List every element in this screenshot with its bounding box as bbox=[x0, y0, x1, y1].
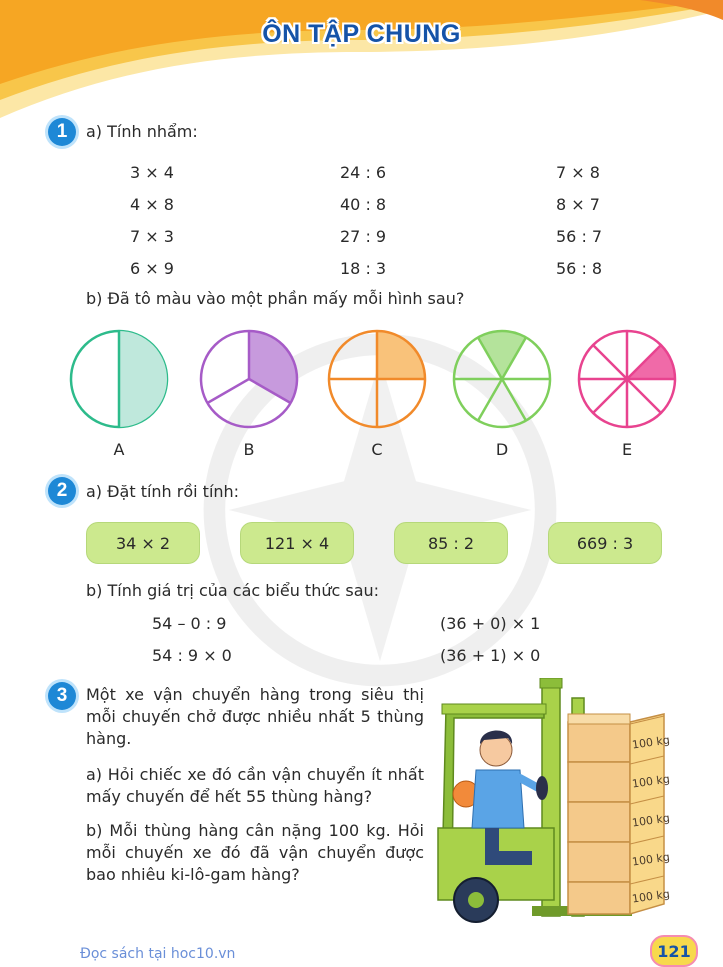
shape-label-e: E bbox=[621, 440, 633, 459]
column-calc-pill: 85 : 2 bbox=[394, 522, 508, 564]
problem-3b: b) Mỗi thùng hàng cân nặng 100 kg. Hỏi mỗi chuyến xe đó đã vận chuyển được bao nhiêu ki-lô-gam hàng? bbox=[86, 821, 424, 884]
header-banner bbox=[0, 0, 723, 120]
mental-math-column-3 bbox=[556, 162, 602, 290]
math-item: 24 : 6 bbox=[340, 163, 387, 182]
box-weight-label: 100 kg bbox=[631, 811, 671, 830]
expression: (36 + 1) × 0 bbox=[440, 646, 541, 665]
problem-2b-label: b) Tính giá trị của các biểu thức sau: bbox=[86, 581, 380, 600]
math-item: 56 : 8 bbox=[556, 259, 603, 278]
problem-2-badge: 2 bbox=[48, 477, 76, 505]
circle-b-third bbox=[198, 328, 300, 430]
box-weight-label: 100 kg bbox=[631, 733, 671, 752]
math-item: 8 × 7 bbox=[556, 195, 600, 214]
expression: 54 – 0 : 9 bbox=[152, 614, 227, 633]
math-item: 3 × 4 bbox=[130, 163, 174, 182]
problem-3-intro: Một xe vận chuyển hàng trong siêu thị mỗi chuyến chở được nhiều nhất 5 thùng hàng. bbox=[86, 685, 424, 748]
mental-math-column-1 bbox=[130, 162, 174, 290]
expression: (36 + 0) × 1 bbox=[440, 614, 541, 633]
column-calc-pill: 121 × 4 bbox=[240, 522, 354, 564]
shape-label-b: B bbox=[243, 440, 255, 459]
math-item: 18 : 3 bbox=[340, 259, 387, 278]
problem-3-text bbox=[86, 684, 424, 886]
math-item: 40 : 8 bbox=[340, 195, 387, 214]
circle-c-quarter bbox=[326, 328, 428, 430]
footer-note: Đọc sách tại hoc10.vn bbox=[80, 946, 236, 962]
column-calc-pill: 34 × 2 bbox=[86, 522, 200, 564]
problem-2a-label: a) Đặt tính rồi tính: bbox=[86, 482, 240, 501]
shape-label-c: C bbox=[371, 440, 383, 459]
column-calc-pill: 669 : 3 bbox=[548, 522, 662, 564]
expression: 54 : 9 × 0 bbox=[152, 646, 232, 665]
box-weight-label: 100 kg bbox=[631, 850, 671, 869]
math-item: 56 : 7 bbox=[556, 227, 603, 246]
page-title: ÔN TẬP CHUNG bbox=[262, 20, 461, 48]
problem-3-badge: 3 bbox=[48, 682, 76, 710]
math-item: 4 × 8 bbox=[130, 195, 174, 214]
circle-a-half bbox=[68, 328, 170, 430]
problem-1-badge: 1 bbox=[48, 118, 76, 146]
box-weight-label: 100 kg bbox=[631, 887, 671, 906]
problem-1a-label: a) Tính nhẩm: bbox=[86, 122, 198, 141]
shape-label-a: A bbox=[113, 440, 125, 459]
math-item: 6 × 9 bbox=[130, 259, 174, 278]
box-weight-label: 100 kg bbox=[631, 772, 671, 791]
page-number: 121 bbox=[650, 935, 698, 967]
circle-d-sixth bbox=[451, 328, 553, 430]
mental-math-column-2 bbox=[340, 162, 386, 290]
problem-3a: a) Hỏi chiếc xe đó cần vận chuyển ít nhất mấy chuyến để hết 55 thùng hàng? bbox=[86, 765, 424, 806]
problem-1b-label: b) Đã tô màu vào một phần mấy mỗi hình sau? bbox=[86, 289, 465, 308]
math-item: 7 × 3 bbox=[130, 227, 174, 246]
math-item: 27 : 9 bbox=[340, 227, 387, 246]
math-item: 7 × 8 bbox=[556, 163, 600, 182]
shape-label-d: D bbox=[495, 440, 509, 459]
circle-e-eighth bbox=[576, 328, 678, 430]
